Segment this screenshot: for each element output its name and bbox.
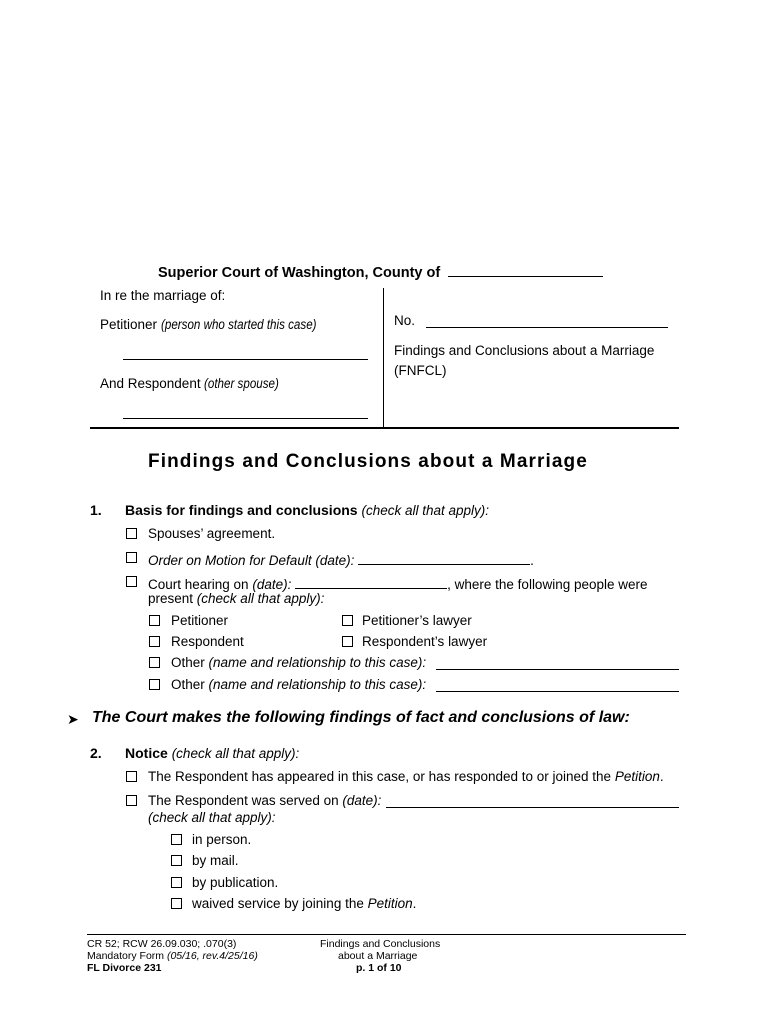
arrow-bullet-icon: ➤ — [67, 711, 79, 727]
in-re-label: In re the marriage of: — [100, 288, 226, 303]
checkbox-by-publication[interactable] — [171, 877, 182, 888]
other-blank-2[interactable] — [436, 691, 679, 692]
present-respondent-lawyer: Respondent’s lawyer — [362, 634, 488, 649]
hearing-date-blank[interactable] — [295, 574, 447, 589]
option-hearing-date: (date): — [252, 577, 292, 592]
respondent-label: And Respondent — [100, 376, 201, 391]
served-date-blank[interactable] — [386, 807, 679, 808]
served-waived: waived service by joining the Petition. — [192, 896, 417, 911]
checkbox-present-petitioner-lawyer[interactable] — [342, 615, 353, 626]
form-title: Findings and Conclusions about a Marriage — [148, 451, 588, 472]
option-served-date: (date): — [342, 793, 382, 808]
checkbox-in-person[interactable] — [171, 834, 182, 845]
footer-mid-1: Findings and Conclusions — [320, 938, 441, 950]
court-heading — [158, 262, 603, 281]
option-appeared-petition: Petition — [614, 769, 660, 784]
option-hearing-suffix: , where the following people were — [447, 577, 648, 592]
present-label: present — [148, 591, 194, 606]
option-default: Order on Motion for Default (date): . — [148, 550, 534, 568]
court-name: Superior Court of Washington, County of — [158, 265, 441, 281]
caption-doc-title: Findings and Conclusions about a Marriage — [394, 343, 655, 358]
footer-page-number: p. 1 of 10 — [356, 962, 402, 974]
checkbox-by-mail[interactable] — [171, 855, 182, 866]
served-in-person: in person. — [192, 832, 252, 847]
present-respondent: Respondent — [171, 634, 244, 649]
present-note: (check all that apply): — [196, 591, 325, 606]
other-label-1: Other — [171, 655, 205, 670]
option-appeared-text: The Respondent has appeared in this case, or has responded to or joined the — [148, 769, 612, 784]
caption-divider — [383, 288, 384, 428]
footer-left-2b: (05/16, rev.4/25/16) — [166, 950, 258, 962]
checkbox-served[interactable] — [126, 795, 137, 806]
checkbox-present-respondent[interactable] — [149, 636, 160, 647]
served-waived-text: waived service by joining the — [192, 896, 364, 911]
option-agreement: Spouses’ agreement. — [148, 526, 276, 541]
default-date-blank[interactable] — [358, 550, 530, 565]
county-blank[interactable] — [448, 262, 603, 277]
section1-heading-text: Basis for findings and conclusions — [125, 502, 358, 518]
case-number-label: No. — [394, 313, 416, 328]
case-number-blank[interactable] — [426, 327, 668, 328]
section2-heading-text: Notice — [125, 745, 168, 761]
checkbox-appeared[interactable] — [126, 771, 137, 782]
served-by-mail: by mail. — [192, 853, 239, 868]
section2-heading-note: (check all that apply): — [171, 746, 300, 761]
footer-rule — [87, 934, 686, 935]
served-by-publication: by publication. — [192, 875, 279, 890]
other-label-2: Other — [171, 677, 205, 692]
other-note-1: (name and relationship to this case): — [208, 655, 427, 670]
served-note: (check all that apply): — [148, 810, 276, 825]
section1-heading-note: (check all that apply): — [361, 503, 490, 518]
checkbox-default[interactable] — [126, 552, 137, 563]
footer-form-number: FL Divorce 231 — [87, 962, 162, 974]
option-hearing-label: Court hearing on — [148, 577, 249, 592]
present-other-1 — [171, 655, 426, 670]
checkbox-present-petitioner[interactable] — [149, 615, 160, 626]
caption-doc-code: (FNFCL) — [394, 363, 447, 378]
option-served — [148, 793, 381, 808]
footer-left-2 — [87, 950, 258, 962]
checkbox-hearing[interactable] — [126, 576, 137, 587]
option-hearing — [148, 574, 648, 592]
option-served-text: The Respondent was served on — [148, 793, 339, 808]
section1-heading — [125, 502, 489, 518]
checkbox-agreement[interactable] — [126, 528, 137, 539]
petitioner-note: (person who started this case) — [160, 317, 317, 332]
present-petitioner-lawyer: Petitioner’s lawyer — [362, 613, 472, 628]
petitioner-label: Petitioner — [100, 317, 158, 332]
petitioner-name-blank[interactable] — [123, 359, 368, 360]
respondent-name-blank[interactable] — [123, 418, 368, 419]
caption-bottom-rule — [90, 427, 679, 429]
option-appeared: The Respondent has appeared in this case, or has responded to or joined the Petition. — [148, 769, 664, 784]
other-blank-1[interactable] — [436, 669, 679, 670]
section2-number: 2. — [90, 745, 102, 761]
court-findings-statement: The Court makes the following findings of fact and conclusions of law: — [92, 709, 630, 726]
option-default-label: Order on Motion for Default (date): — [148, 553, 355, 568]
petitioner-line — [100, 317, 342, 332]
respondent-line — [100, 376, 291, 391]
other-note-2: (name and relationship to this case): — [208, 677, 427, 692]
section2-heading — [125, 745, 299, 761]
checkbox-present-other-1[interactable] — [149, 657, 160, 668]
footer-left-1: CR 52; RCW 26.09.030; .070(3) — [87, 938, 237, 950]
checkbox-waived[interactable] — [171, 898, 182, 909]
respondent-note: (other spouse) — [204, 376, 280, 391]
checkbox-present-respondent-lawyer[interactable] — [342, 636, 353, 647]
footer-mid-2: about a Marriage — [338, 950, 418, 962]
served-waived-petition: Petition — [367, 896, 413, 911]
footer-left-2a: Mandatory Form — [87, 950, 167, 962]
present-other-2 — [171, 677, 426, 692]
present-petitioner: Petitioner — [171, 613, 229, 628]
section1-number: 1. — [90, 502, 102, 518]
present-line — [148, 591, 324, 606]
checkbox-present-other-2[interactable] — [149, 679, 160, 690]
